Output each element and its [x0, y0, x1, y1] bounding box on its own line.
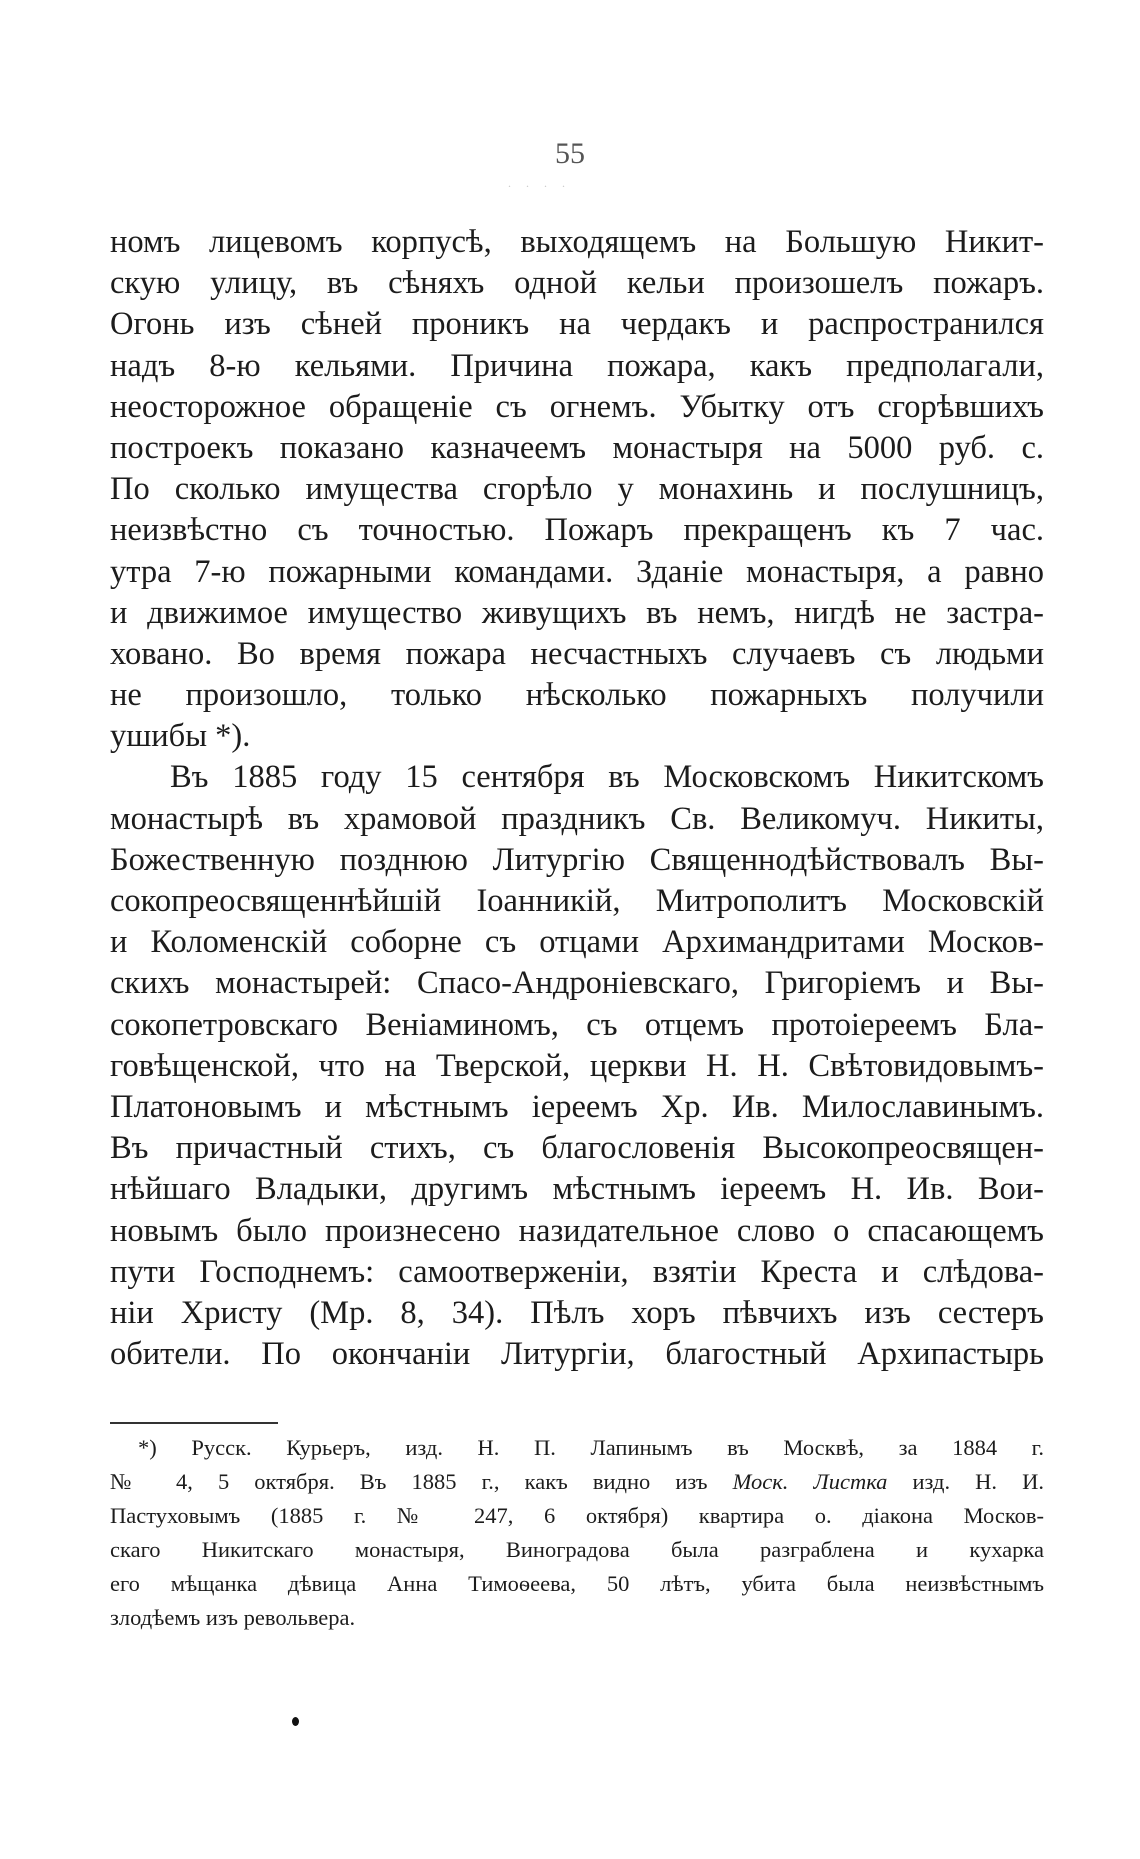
- text-line: говѣщенской, что на Тверской, церкви Н. Н. Свѣтовидовымъ-: [110, 1047, 1044, 1084]
- text-line: ушибы *).: [110, 718, 251, 755]
- footnote-line: злодѣемъ изъ револьвера.: [110, 1605, 356, 1630]
- paragraph-start-line: Въ 1885 году 15 сентября въ Московскомъ Никитскомъ: [170, 759, 1044, 796]
- decorative-dots: . . . .: [508, 176, 571, 190]
- footnote-line: его мѣщанка дѣвица Анна Тимоѳеева, 50 лѣтъ, убита была неизвѣстнымъ: [110, 1571, 1044, 1596]
- text-line: построекъ показано казначеемъ монастыря на 5000 руб. с.: [110, 429, 1044, 466]
- text-line: надъ 8-ю кельями. Причина пожара, какъ предполагали,: [110, 347, 1044, 384]
- text-line: и Коломенскій соборне съ отцами Архимандритами Москов-: [110, 924, 1044, 961]
- text-line: скихъ монастырей: Спасо-Андроніевскаго, Григоріемъ и Вы-: [110, 965, 1044, 1002]
- text-line: Платоновымъ и мѣстнымъ іереемъ Хр. Ив. Милославинымъ.: [110, 1088, 1044, 1125]
- text-line: скую улицу, въ сѣняхъ одной кельи произошелъ пожаръ.: [110, 265, 1044, 302]
- footnote-text: изд. Н. И.: [887, 1469, 1045, 1494]
- page-number: 55: [555, 137, 585, 170]
- text-line: пути Господнемъ: самоотверженіи, взятіи Креста и слѣдова-: [110, 1253, 1044, 1290]
- footnote-divider: [110, 1422, 278, 1424]
- text-line: не произошло, только нѣсколько пожарныхъ получили: [110, 677, 1044, 714]
- ink-speck: [292, 1717, 299, 1726]
- footnote-line: Пастуховымъ (1885 г. № 247, 6 октября) квартира о. діакона Москов-: [110, 1503, 1044, 1528]
- text-line: новымъ было произнесено назидательное слово о спасающемъ: [110, 1212, 1044, 1249]
- text-line: Огонь изъ сѣней проникъ на чердакъ и распространился: [110, 306, 1044, 343]
- footnote-text: № 4, 5 октября. Въ 1885 г., какъ видно изъ: [110, 1469, 733, 1494]
- text-line: По сколько имущества сгорѣло у монахинь и послушницъ,: [110, 471, 1044, 508]
- text-line: и движимое имущество живущихъ въ немъ, нигдѣ не застра-: [110, 594, 1044, 631]
- text-line: сокопреосвященнѣйшій Іоанникій, Митрополитъ Московскій: [110, 883, 1044, 919]
- footnote-line: скаго Никитскаго монастыря, Виноградова была разграблена и кухарка: [110, 1537, 1044, 1562]
- text-line: неосторожное обращеніе съ огнемъ. Убытку отъ сгорѣвшихъ: [110, 388, 1044, 425]
- text-line: Въ причастный стихъ, съ благословенія Высокопреосвящен-: [110, 1130, 1044, 1167]
- text-line: утра 7-ю пожарными командами. Зданіе монастыря, а равно: [110, 553, 1044, 590]
- text-line: сокопетровскаго Веніаминомъ, съ отцемъ протоіереемъ Бла-: [110, 1006, 1044, 1043]
- text-line: ховано. Во время пожара несчастныхъ случаевъ съ людьми: [110, 635, 1044, 672]
- main-text-block: [110, 222, 1044, 1375]
- text-line: обители. По окончаніи Литургіи, благостный Архипастырь: [110, 1336, 1044, 1373]
- text-line: неизвѣстно съ точностью. Пожаръ прекращенъ къ 7 час.: [110, 512, 1044, 549]
- text-line: монастырѣ въ храмовой праздникъ Св. Великомуч. Никиты,: [110, 800, 1044, 837]
- footnote-italic-title: Моск. Листка: [732, 1469, 888, 1494]
- footnote-line: [110, 1465, 1044, 1499]
- text-line: Божественную позднюю Литургію Священнодѣйствовалъ Вы-: [110, 841, 1044, 878]
- text-line: ніи Христу (Мр. 8, 34). Пѣлъ хоръ пѣвчихъ изъ сестеръ: [110, 1294, 1044, 1331]
- text-line: нѣйшаго Владыки, другимъ мѣстнымъ іереемъ Н. Ив. Вои-: [110, 1171, 1044, 1208]
- footnote-block: [110, 1431, 1044, 1635]
- footnote-line: *) Русск. Курьеръ, изд. Н. П. Лапинымъ въ Москвѣ, за 1884 г.: [138, 1435, 1044, 1460]
- text-line: номъ лицевомъ корпусѣ, выходящемъ на Большую Никит-: [110, 224, 1044, 260]
